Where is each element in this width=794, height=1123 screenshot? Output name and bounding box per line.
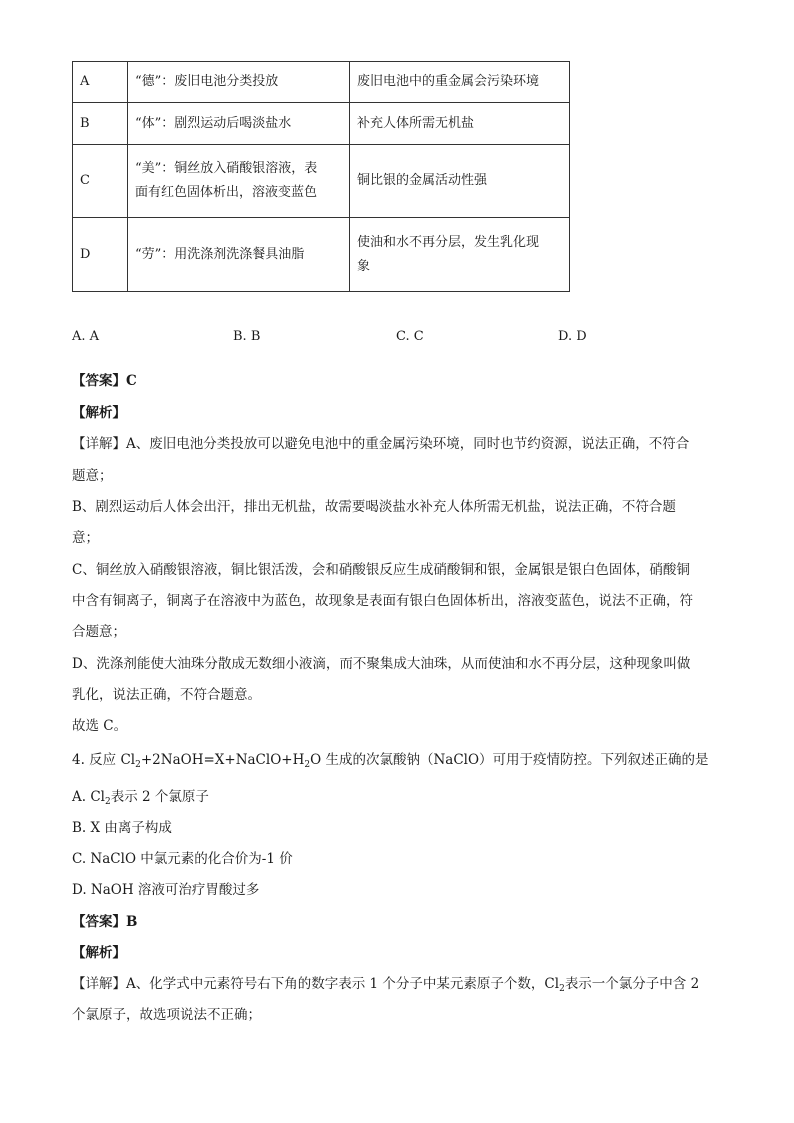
explanation-cell: [350, 218, 570, 292]
table-row: [73, 62, 570, 103]
table-row: [73, 103, 570, 145]
q3-detail-line: B、剧烈运动后人体会出汗，排出无机盐，故需要喝淡盐水补充人体所需无机盐，说法正确，不符合题: [72, 499, 676, 515]
q3-detail-line: 【详解】A、废旧电池分类投放可以避免电池中的重金属污染环境，同时也节约资源，说法正确，不符合: [72, 436, 690, 452]
q3-analysis-heading: 【解析】: [72, 405, 126, 421]
option-b: B. B: [233, 329, 261, 344]
table-row: [73, 218, 570, 292]
explanation-cell: 铜比银的金属活动性强: [350, 145, 570, 218]
activity-cell: “德”：废旧电池分类投放: [128, 62, 350, 103]
activity-cell: “劳”：用洗涤剂洗涤餐具油脂: [128, 218, 350, 292]
activity-line: 面有红色固体析出，溶液变蓝色: [135, 185, 318, 200]
q4-option-b: B. X 由离子构成: [72, 820, 172, 836]
q3-conclusion: 故选 C。: [72, 718, 128, 734]
q3-detail-line: 意；: [72, 530, 99, 546]
q4-option-d: D. NaOH 溶液可治疗胃酸过多: [72, 882, 260, 898]
activity-line: “美”：铜丝放入硝酸银溶液，表: [135, 161, 318, 176]
q4-analysis-heading: 【解析】: [72, 945, 126, 961]
activity-cell: “体”：剧烈运动后喝淡盐水: [128, 103, 350, 145]
option-cell: A: [73, 62, 128, 103]
option-c: C. C: [396, 329, 424, 344]
q3-answer: 【答案】C: [72, 373, 137, 389]
table-row: [73, 145, 570, 218]
q3-detail-line: 题意；: [72, 468, 113, 484]
q3-detail-line: 乳化，说法正确，不符合题意。: [72, 687, 261, 703]
activity-cell: [128, 145, 350, 218]
explanation-cell: 废旧电池中的重金属会污染环境: [350, 62, 570, 103]
option-d: D. D: [558, 329, 587, 344]
options-table: [72, 61, 570, 292]
option-a: A. A: [72, 329, 100, 344]
q4-stem: 4. 反应 $Cl_2+2NaOH=X+NaClO+H_2O$ 生成的次氯酸钠（NaClO）可用于疫情防控。下列叙述正确的是: [72, 752, 709, 770]
explanation-line: 象: [357, 258, 371, 274]
q3-options: [72, 329, 672, 349]
q4-option-a: A. $Cl_2$表示 2 个氯原子: [72, 789, 209, 807]
explanation-cell: 补充人体所需无机盐: [350, 103, 570, 145]
option-cell: D: [73, 218, 128, 292]
option-cell: C: [73, 145, 128, 218]
option-cell: B: [73, 103, 128, 145]
q4-option-c: C. NaClO 中氯元素的化合价为-1 价: [72, 851, 293, 867]
explanation-line: 使油和水不再分层，发生乳化现: [357, 234, 540, 250]
q3-detail-line: 中含有铜离子，铜离子在溶液中为蓝色，故现象是表面有银白色固体析出，溶液变蓝色，说法不正确，符: [72, 593, 693, 609]
q4-answer: 【答案】B: [72, 914, 138, 930]
q3-detail-line: C、铜丝放入硝酸银溶液，铜比银活泼，会和硝酸银反应生成硝酸铜和银，金属银是银白色固体，硝酸铜: [72, 562, 690, 578]
q3-detail-line: D、洗涤剂能使大油珠分散成无数细小液滴，而不聚集成大油珠，从而使油和水不再分层，这种现象叫做: [72, 656, 691, 672]
q4-detail-line: 个氯原子，故选项说法不正确；: [72, 1007, 261, 1023]
q4-detail-line: 【详解】A、化学式中元素符号右下角的数字表示 1 个分子中某元素原子个数，$Cl_2$表示一个氯分子中含 2: [72, 976, 700, 994]
q3-detail-line: 合题意；: [72, 624, 126, 640]
